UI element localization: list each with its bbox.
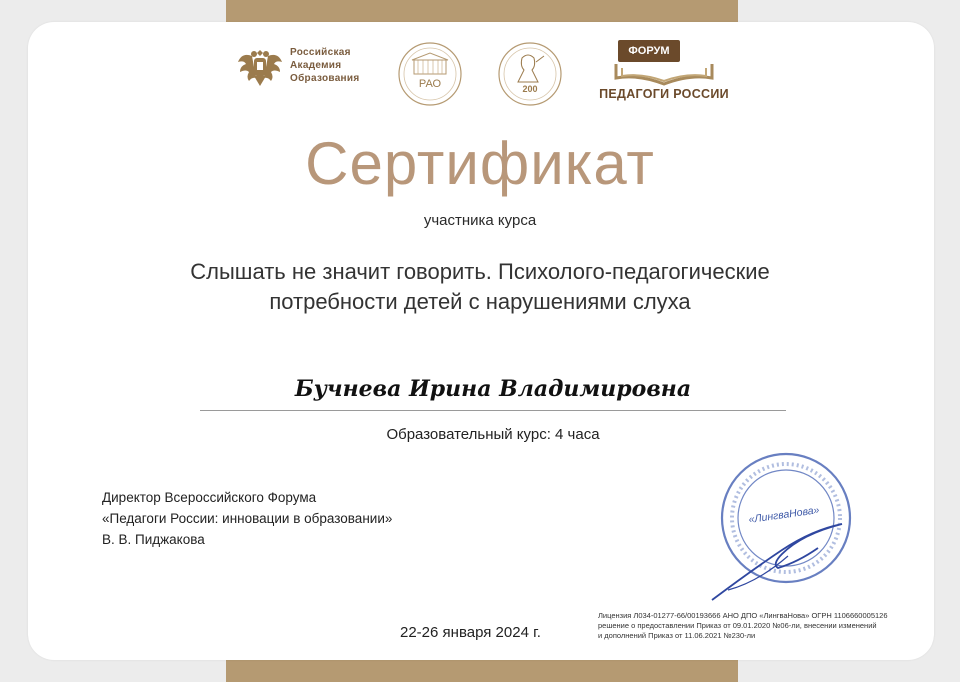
- ras-line-1: Российская: [290, 47, 351, 58]
- license-line-1: Лицензия Л034-01277-66/00193666 АНО ДПО «ЛингваНова» ОГРН 1106660005126: [598, 611, 888, 620]
- course-title-line-1: Слышать не значит говорить. Психолого-педагогические: [190, 259, 770, 284]
- anniversary-number: 200: [522, 84, 538, 94]
- ras-line-2: Академия: [290, 60, 342, 71]
- stamp-center-text: «ЛингваНова»: [747, 504, 821, 526]
- rao-badge-text: РАО: [418, 78, 442, 90]
- course-title-line-2: потребности детей с нарушениями слуха: [269, 289, 691, 314]
- forum-subtitle: ПЕДАГОГИ РОССИИ: [599, 87, 729, 101]
- director-block: [102, 487, 392, 550]
- name-underline: [200, 410, 786, 411]
- course-dates: 22-26 января 2024 г.: [400, 624, 541, 641]
- participant-name: Бучнева Ирина Владимировна: [294, 376, 692, 402]
- ras-logo-text: [290, 46, 359, 85]
- license-line-2: решение о предоставлении Приказ от 09.01.2020 №06-ли, внесении изменений: [598, 621, 877, 630]
- license-line-3: и дополнений Приказ от 11.06.2021 №230-ли: [598, 631, 756, 640]
- certificate-subtitle: участника курса: [423, 212, 537, 229]
- ras-line-3: Образования: [290, 73, 360, 84]
- certificate-title: Сертификат: [305, 130, 655, 197]
- forum-word: ФОРУМ: [628, 45, 670, 57]
- open-book-icon: [612, 62, 716, 86]
- course-duration: Образовательный курс: 4 часа: [386, 426, 600, 443]
- rao-seal: [396, 40, 464, 108]
- anniversary-seal: [496, 40, 564, 108]
- director-line-3: В. В. Пиджакова: [102, 532, 205, 547]
- eagle-emblem-icon: [234, 42, 286, 94]
- rao-seal-icon: [396, 40, 464, 108]
- director-line-1: Директор Всероссийского Форума: [102, 490, 317, 505]
- forum-badge: [618, 40, 680, 62]
- anniversary-seal-icon: [496, 40, 564, 108]
- organization-stamp-icon: [708, 450, 868, 610]
- license-block: [598, 611, 888, 641]
- director-line-2: «Педагоги России: инновации в образовании»: [102, 511, 393, 526]
